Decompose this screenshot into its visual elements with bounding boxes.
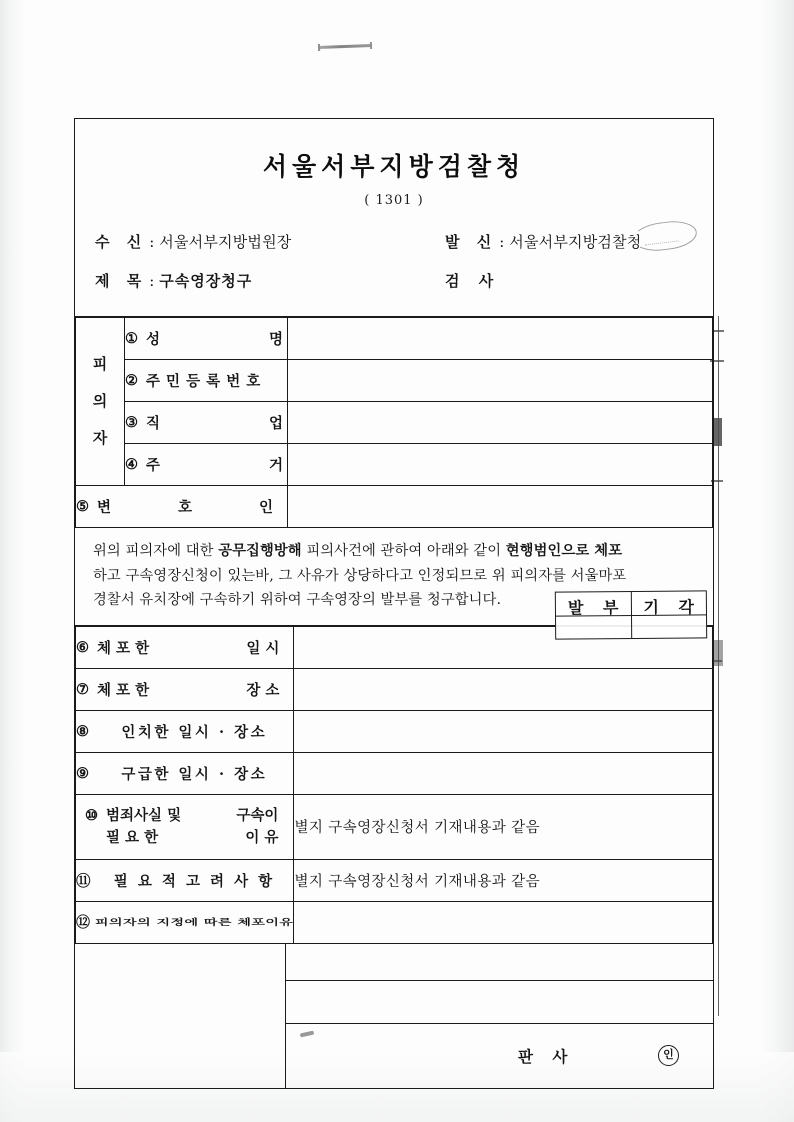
colon-separator: : <box>149 233 155 251</box>
scan-artifact <box>713 418 722 446</box>
blank-signature-row[interactable] <box>286 981 713 1024</box>
field-value-resident-id[interactable] <box>288 360 713 402</box>
label-text: 인치한 일시 · 장소 <box>121 723 268 741</box>
recipient-sender-row <box>75 231 713 270</box>
page-title: 서울서부지방검찰청 <box>262 152 526 181</box>
table-row <box>76 668 713 710</box>
document-number: ( 1301 ) <box>364 193 424 208</box>
label-part: 주 <box>146 457 161 474</box>
judge-seal-icon: 인 <box>658 1045 679 1066</box>
suspect-info-table <box>75 317 713 528</box>
suspect-group-label <box>76 318 125 486</box>
field-value-arrest-place[interactable] <box>294 668 713 710</box>
group-char: 자 <box>92 428 108 447</box>
field-label-crime-facts <box>76 794 294 859</box>
label-part: 체 포 한 <box>97 681 150 699</box>
label-part: 일 시 <box>246 639 280 657</box>
grant-deny-stamp-box[interactable] <box>555 590 707 639</box>
item-number: ⑩ <box>85 806 98 824</box>
field-label-detention <box>76 752 294 794</box>
warrant-request-form <box>74 118 714 1089</box>
label-text: 주 민 등 록 번 호 <box>146 373 261 390</box>
group-char: 피 <box>92 355 108 374</box>
blank-signature-row[interactable] <box>286 944 713 981</box>
field-label-considerations <box>76 859 294 901</box>
subject-label: 제 목 <box>95 272 148 290</box>
table-row <box>76 402 713 444</box>
group-char: 의 <box>92 392 108 411</box>
item-number: ⑫ <box>76 915 90 932</box>
field-label-delivery <box>76 710 294 752</box>
field-value-designation-reason[interactable] <box>294 901 713 943</box>
label-part: 직 <box>146 415 161 432</box>
table-row <box>76 710 713 752</box>
label-part: 거 <box>268 457 283 474</box>
statement-line-2: 하고 구속영장신청이 있는바, 그 사유가 상당하다고 인정되므로 위 피의자를 서울마포 <box>93 567 627 584</box>
item-number: ② <box>125 372 138 389</box>
pencil-mark <box>300 1030 315 1037</box>
colon-separator: : <box>499 233 505 251</box>
label-part: 체 포 한 <box>97 639 150 657</box>
item-number: ④ <box>125 456 138 473</box>
label-part: 필 요 한 <box>106 828 159 846</box>
label-part: 장 소 <box>246 681 280 699</box>
table-row <box>76 360 713 402</box>
item-number: ⑨ <box>76 764 89 782</box>
field-value-detention[interactable] <box>294 752 713 794</box>
subject-value: 구속영장청구 <box>159 272 253 290</box>
statement-text-a: 위의 피의자에 대한 <box>93 543 219 559</box>
subject-field <box>75 270 445 291</box>
table-row <box>76 318 713 360</box>
label-text: 필 요 적 고 려 사 항 <box>113 872 275 890</box>
table-row <box>76 859 713 901</box>
subject-prosecutor-row <box>75 270 713 309</box>
field-value-crime-facts[interactable]: 별지 구속영장신청서 기재내용과 같음 <box>294 794 713 859</box>
field-value-name[interactable] <box>288 318 713 360</box>
field-label-arrest-place <box>76 668 294 710</box>
field-label-occupation <box>125 402 288 444</box>
field-value-counsel[interactable] <box>288 486 713 528</box>
label-part: 구속이 <box>236 806 279 824</box>
field-label-counsel <box>76 486 288 528</box>
table-row <box>76 794 713 859</box>
address-fields <box>75 231 713 309</box>
field-value-address[interactable] <box>288 444 713 486</box>
field-label-designation-reason <box>76 901 294 943</box>
colon-separator: : <box>149 272 155 290</box>
item-number: ⑧ <box>76 722 89 740</box>
item-number: ⑤ <box>76 498 89 515</box>
scan-shadow-right <box>760 0 794 1122</box>
judge-signature-block <box>285 944 713 1088</box>
label-part: 업 <box>268 415 283 432</box>
grant-deny-label[interactable]: 기 각 <box>630 591 706 638</box>
recipient-field <box>75 231 445 252</box>
arrest-detail-table <box>75 626 713 944</box>
sender-field <box>445 231 713 252</box>
table-row <box>76 486 713 528</box>
scan-shadow-left <box>0 0 26 1122</box>
label-text: 구급한 일시 · 장소 <box>121 765 268 783</box>
document-header <box>75 119 713 317</box>
table-row <box>76 901 713 943</box>
statement-emphasis-charge: 공무집행방해 <box>218 543 302 559</box>
label-part: 명 <box>268 331 283 348</box>
field-label-resident-id <box>125 360 288 402</box>
field-value-considerations[interactable]: 별지 구속영장신청서 기재내용과 같음 <box>294 859 713 901</box>
field-label-arrest-datetime <box>76 626 294 668</box>
statement-text-b: 피의사건에 관하여 아래와 같이 <box>301 543 506 559</box>
label-text: 피의자의 지정에 따른 체포이유 <box>95 917 294 928</box>
field-label-name <box>125 318 288 360</box>
judge-signature-row <box>286 1024 713 1088</box>
item-number: ⑪ <box>76 872 91 890</box>
table-row <box>76 752 713 794</box>
field-value-occupation[interactable] <box>288 402 713 444</box>
request-statement <box>75 528 713 626</box>
recipient-value: 서울서부지방법원장 <box>159 233 292 251</box>
table-row <box>76 444 713 486</box>
item-number: ③ <box>125 414 138 431</box>
field-value-delivery[interactable] <box>294 710 713 752</box>
grant-issue-label[interactable]: 발 부 <box>567 597 626 618</box>
item-number: ⑥ <box>76 638 89 656</box>
label-part: 인 <box>258 499 273 516</box>
judge-title: 판 사 <box>518 1046 575 1066</box>
sender-label: 발 신 <box>445 233 498 251</box>
item-number: ① <box>125 330 138 347</box>
prosecutor-label: 검 사 <box>445 272 501 290</box>
item-number: ⑦ <box>76 680 89 698</box>
label-part: 변 <box>97 499 112 516</box>
label-part: 성 <box>146 331 161 348</box>
label-part: 호 <box>177 499 192 516</box>
label-part: 이 유 <box>245 828 279 846</box>
field-label-address <box>125 444 288 486</box>
statement-line-3: 경찰서 유치장에 구속하기 위하여 구속영장의 발부를 청구합니다. <box>93 592 502 609</box>
prosecutor-field <box>445 270 713 291</box>
label-part: 범죄사실 및 <box>106 806 182 824</box>
sender-value: 서울서부지방검찰청 <box>509 233 642 251</box>
statement-emphasis-arrest: 현행범인으로 체포 <box>505 543 623 559</box>
recipient-label: 수 신 <box>95 233 148 251</box>
office-seal-stamp-icon <box>632 218 699 254</box>
